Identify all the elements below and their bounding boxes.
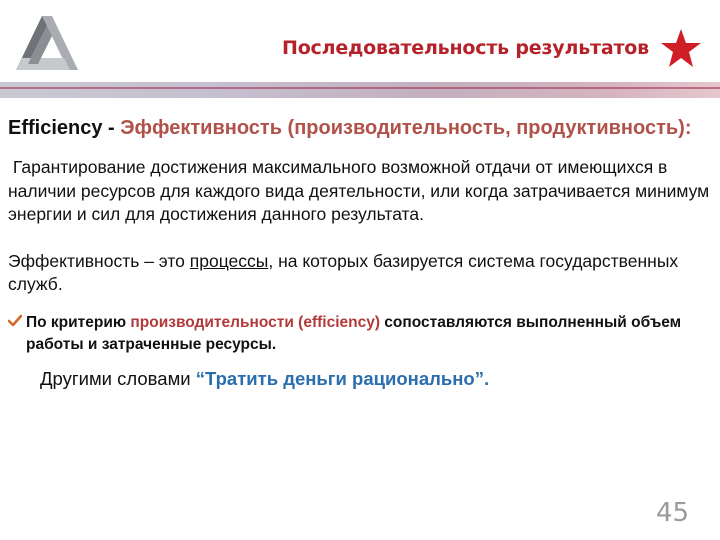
- processes-link[interactable]: процессы: [189, 250, 269, 271]
- other-words-prefix: Другими словами: [40, 367, 196, 389]
- other-words-quote: “Тратить деньги рационально”.: [195, 367, 490, 389]
- penrose-triangle-icon: [6, 8, 82, 76]
- bullet-text-after: сопоставляются выполненный объем работы и затраченные ресурсы.: [26, 313, 682, 353]
- heading-term: Efficiency -: [8, 117, 115, 139]
- checkmark-icon: [8, 314, 22, 328]
- header-divider: [0, 87, 720, 89]
- definition-text: Гарантирование достижения максимального возможной отдачи от имеющихся в наличии ресурсов для каждого вида деятельности, или когда затрачивается минимум энергии и сил для достижения данного результата.: [8, 157, 710, 224]
- bullet-highlight: производительности (efficiency): [130, 313, 380, 331]
- processes-text-before: Эффективность – это: [8, 250, 190, 271]
- processes-text-after: , на которых базируется система государственных служб.: [8, 250, 679, 294]
- other-words-line: [40, 366, 714, 392]
- definition-paragraph: [8, 156, 714, 227]
- red-star-icon: [660, 28, 702, 68]
- criterion-bullet: [8, 312, 714, 356]
- definition-heading: [8, 114, 714, 142]
- header-band: [0, 82, 720, 98]
- slide-content: [8, 114, 714, 392]
- heading-translation: Эффективность (производительность, продуктивность):: [120, 117, 692, 139]
- bullet-text-before: По критерию: [26, 313, 131, 331]
- page-number: 45: [656, 498, 690, 528]
- slide-title: Последовательность результатов: [282, 37, 649, 59]
- processes-paragraph: [8, 250, 714, 297]
